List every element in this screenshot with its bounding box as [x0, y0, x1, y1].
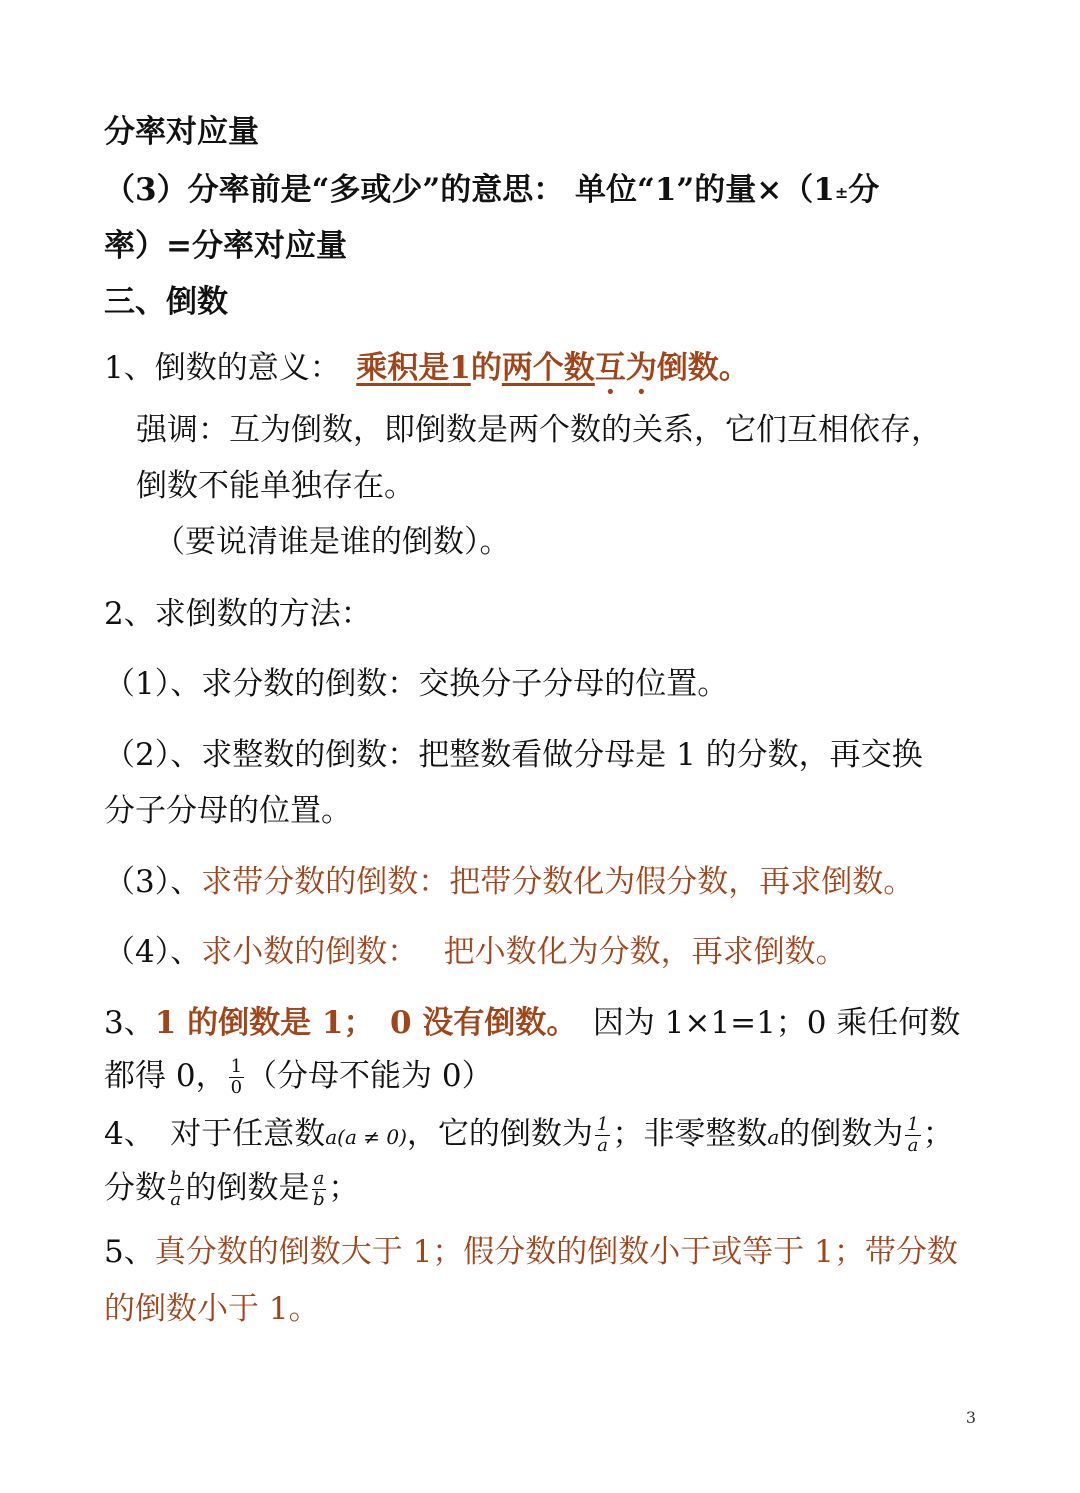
fraction-one-over-zero: $\frac{1}{0}$ — [230, 1056, 243, 1098]
fraction-b-over-a: $\frac{b}{a}$ — [170, 1168, 182, 1210]
fact-4-end: ； — [922, 1116, 954, 1152]
def-part-a: 乘积是 — [356, 350, 450, 386]
emphasis-line-3: （要说清谁是谁的倒数）。 — [154, 524, 511, 560]
method-4-text: 求小数的倒数： 把小数化为分数，再求倒数。 — [201, 934, 847, 970]
fact-4-line-1 — [104, 1114, 954, 1157]
variable-a: a — [767, 1125, 780, 1149]
method-4-prefix: （4）、 — [104, 934, 202, 970]
method-4 — [104, 932, 847, 972]
emphasis-line-1: 强调：互为倒数，即倒数是两个数的关系，它们互相依存， — [136, 412, 942, 448]
definition-line — [104, 348, 750, 388]
method-2-line-2: 分子分母的位置。 — [104, 793, 352, 829]
fact-5-prefix: 5、 — [104, 1234, 155, 1270]
method-1: （1）、求分数的倒数：交换分子分母的位置。 — [104, 666, 729, 702]
fact-4b-mid: 的倒数是 — [185, 1170, 310, 1206]
def-part-e: 互 — [594, 350, 626, 386]
definition-prefix: 1、倒数的意义： — [104, 350, 326, 386]
rule-3-text: （3）分率前是“多或少”的意思： 单位“1”的量×（1 — [104, 172, 835, 208]
methods-heading: 2、求倒数的方法： — [104, 596, 372, 632]
page-number: 3 — [965, 1408, 976, 1427]
fraction-1-over-a-2: $\frac{1}{a}$ — [907, 1114, 919, 1156]
fraction-1-over-a: $\frac{1}{a}$ — [596, 1114, 609, 1156]
fact-4-mid2: ；非零整数 — [612, 1116, 768, 1152]
method-3 — [104, 862, 914, 902]
method-3-text: 求带分数的倒数：把带分数化为假分数，再求倒数。 — [201, 864, 915, 900]
fact-3b-pre: 都得 0， — [104, 1058, 227, 1094]
fact-3b-post: （分母不能为 0） — [246, 1058, 493, 1094]
section-heading-reciprocal: 三、倒数 — [104, 284, 228, 320]
fact-4b-end: ； — [328, 1170, 360, 1206]
def-part-f: 为 — [625, 350, 657, 386]
plus-minus-sign: ± — [834, 183, 849, 202]
def-part-g: 倒数。 — [656, 350, 750, 386]
line-rule-3-cont: 率）=分率对应量 — [104, 228, 347, 264]
fact-3-prefix: 3、 — [104, 1005, 155, 1041]
fact-3-bold: 1 的倒数是 1； 0 没有倒数。 — [154, 1005, 562, 1041]
line-fraction-quantity: 分率对应量 — [104, 114, 259, 150]
method-2-line-1: （2）、求整数的倒数：把整数看做分母是 1 的分数，再交换 — [104, 737, 923, 773]
rule-3-end: 分 — [848, 172, 880, 208]
fact-4-mid: ，它的倒数为 — [406, 1116, 593, 1152]
line-rule-3 — [104, 170, 879, 213]
def-part-d: 两个数 — [501, 350, 595, 386]
fact-4-mid3: 的倒数为 — [779, 1116, 904, 1152]
fact-5-text-1: 真分数的倒数大于 1；假分数的倒数小于或等于 1；带分数 — [154, 1234, 958, 1270]
fact-3-rest: 因为 1×1=1；0 乘任何数 — [561, 1005, 961, 1041]
fact-4-pre: 4、 对于任意数 — [104, 1116, 326, 1152]
fraction-a-over-b: $\frac{a}{b}$ — [313, 1168, 325, 1210]
method-3-prefix: （3）、 — [104, 864, 202, 900]
fact-4b-pre: 分数 — [104, 1170, 166, 1206]
fact-5-line-1 — [104, 1232, 958, 1272]
def-part-b: 1 — [449, 350, 471, 386]
def-part-c: 的 — [470, 350, 502, 386]
fact-5-line-2: 的倒数小于 1。 — [104, 1291, 320, 1327]
fact-3-line-1 — [104, 1003, 960, 1043]
fact-3-line-2 — [104, 1056, 493, 1098]
fact-4-line-2 — [104, 1168, 359, 1210]
fact-4-expr: a(a ≠ 0) — [325, 1125, 407, 1149]
emphasis-line-2: 倒数不能单独存在。 — [136, 468, 415, 504]
